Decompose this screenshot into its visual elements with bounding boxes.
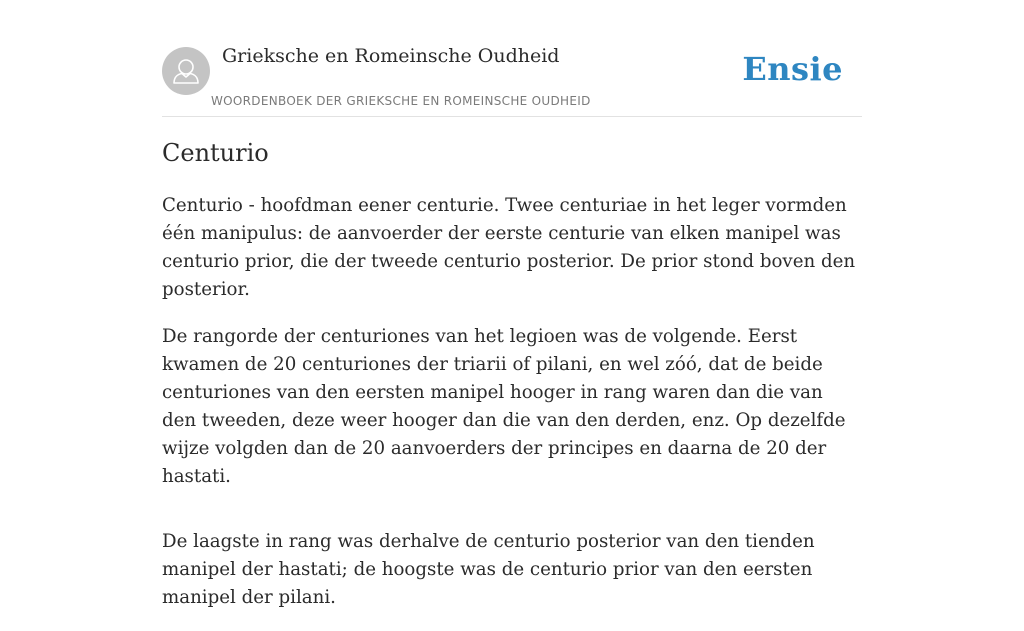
user-icon (162, 47, 210, 95)
entry-content (162, 192, 862, 631)
entry-paragraph: Centurio - hoofdman eener centurie. Twee centuriae in het leger vormden één manipulus: de aanvoerder der eerste centurie van elken manipel was centurio prior, die der tweede centurio posterior. De prior stond boven den posterior. (162, 195, 856, 300)
header (162, 0, 862, 117)
source-subtitle: WOORDENBOEK DER GRIEKSCHE EN ROMEINSCHE OUDHEID (211, 94, 591, 108)
source-avatar[interactable] (162, 47, 210, 95)
source-title[interactable]: Grieksche en Romeinsche Oudheid (222, 45, 560, 67)
entry-paragraph: De laagste in rang was derhalve de centurio posterior van den tienden manipel der hastati; de hoogste was de centurio prior van den eersten manipel der pilani. (162, 531, 815, 608)
entry-paragraph: De rangorde der centuriones van het legioen was de volgende. Eerst kwamen de 20 centuriones der triarii of pilani, en wel zóó, dat de beide centuriones van den eersten manipel hooger in rang waren dan die van den tweeden, deze weer hooger dan die van den derden, enz. Op dezelfde wijze volgden dan de 20 aanvoerders der principes en daarna de 20 der hastati. (162, 326, 846, 487)
entry-title: Centurio (162, 139, 269, 167)
page (162, 0, 862, 608)
ensie-logo[interactable]: Ensie (742, 50, 843, 88)
